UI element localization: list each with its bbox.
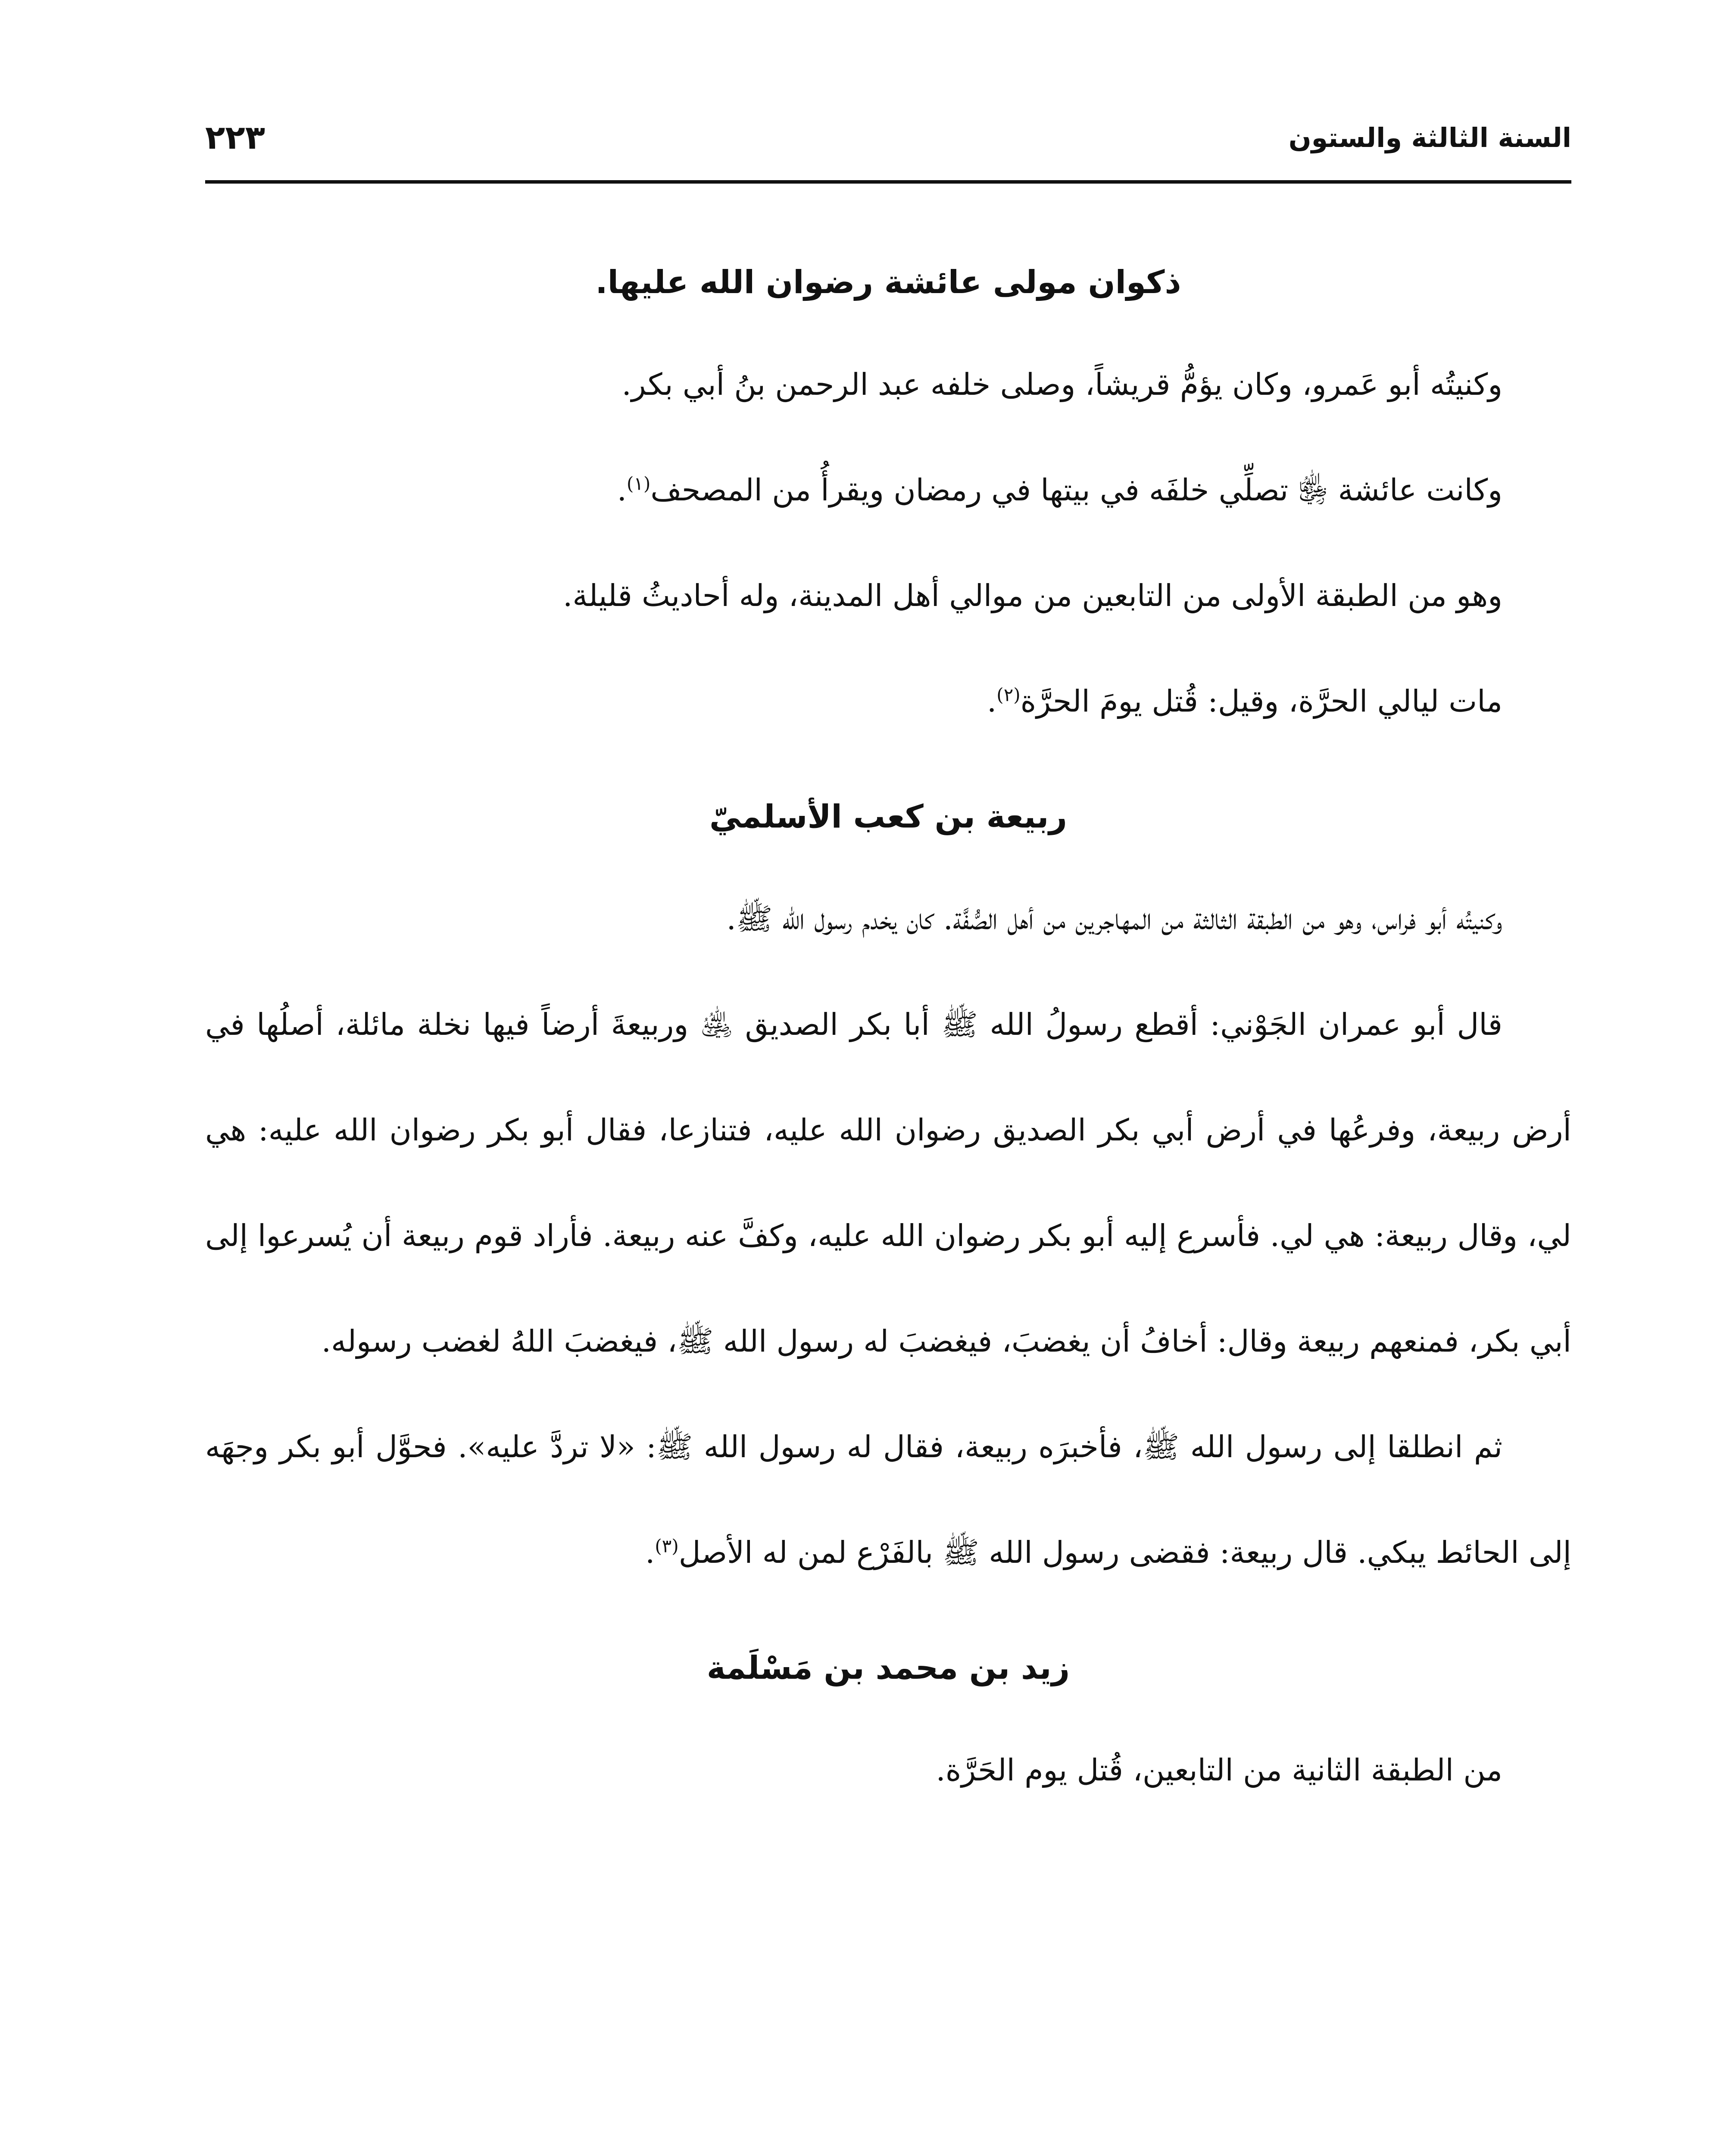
section-heading: ذكوان مولى عائشة رضوان الله عليها.: [595, 264, 1181, 301]
paragraph: [205, 1394, 1571, 1605]
paragraph-tail: .: [617, 472, 627, 508]
section-heading: ربيعة بن كعب الأسلميّ: [709, 798, 1067, 835]
paragraph-text: مات ليالي الحرَّة، وقيل: قُتل يومَ الحرَّة: [1020, 684, 1502, 719]
paragraph-text: ثم انطلقا إلى رسول الله ﷺ، فأخبرَه ربيعة، فقال له رسول الله ﷺ: «لا تردَّ عليه». فحوَّل أبو بكر وجهَه إلى الحائط يبكي. قال ربيعة: فقضى رسول الله ﷺ بالفَرْع لمن له الأصل: [205, 1429, 1571, 1570]
footnote-reference: (١): [627, 473, 651, 494]
page-header: [205, 116, 1571, 172]
footnote-reference: (٢): [996, 684, 1021, 706]
section-heading: زيد بن محمد بن مَسْلَمة: [706, 1649, 1070, 1687]
paragraph: [205, 972, 1571, 1394]
paragraph: [205, 649, 1571, 754]
paragraph-tail: .: [645, 1535, 655, 1570]
paragraph-tail: .: [987, 684, 997, 719]
paragraph-text: وكانت عائشة ﵂ تصلِّي خلفَه في بيتها في رمضان ويقرأُ من المصحف: [650, 472, 1502, 508]
paragraph: [205, 332, 1571, 437]
paragraph: [205, 543, 1571, 649]
paragraph-text: قال أبو عمران الجَوْني: أقطع رسولُ الله ﷺ أبا بكر الصديق ﵁ وربيعةَ أرضاً فيها نخلة مائلة، أصلُها في أرض ربيعة، وفرعُها في أرض أبي بكر الصديق رضوان الله عليه، فتنازعا، فقال أبو بكر رضوان الله عليه: هي لي، وقال ربيعة: هي لي. فأسرع إليه أبو بكر رضوان الله عليه، وكفَّ عنه ربيعة. فأراد قوم ربيعة أن يُسرعوا إلى أبي بكر، فمنعهم ربيعة وقال: أخافُ أن يغضبَ، فيغضبَ له رسول الله ﷺ، فيغضبَ اللهُ لغضب رسوله.: [205, 1007, 1571, 1359]
paragraph: [205, 1718, 1571, 1823]
main-text: [205, 250, 1571, 1823]
paragraph-text: وهو من الطبقة الأولى من التابعين من موالي أهل المدينة، وله أحاديثُ قليلة.: [563, 578, 1502, 613]
paragraph-text: من الطبقة الثانية من التابعين، قُتل يوم الحَرَّة.: [936, 1752, 1502, 1788]
running-title: السنة الثالثة والستون: [1288, 122, 1571, 153]
paragraph-text: وكنيتُه أبو عَمرو، وكان يؤمُّ قريشاً، وصلى خلفه عبد الرحمن بنُ أبي بكر.: [621, 367, 1502, 402]
book-page: [205, 0, 1571, 2155]
footnote-reference: (٣): [655, 1535, 679, 1557]
paragraph: [205, 437, 1571, 543]
paragraph: [205, 866, 1571, 972]
paragraph-text: وكنيتُه أبو فراس، وهو من الطبقة الثالثة من المهاجرين من أهل الصُّفَّة. كان يخدم رسول الله ﷺ.: [726, 901, 1502, 937]
header-rule: [205, 180, 1571, 184]
page-number: ٢٢٣: [205, 118, 265, 156]
